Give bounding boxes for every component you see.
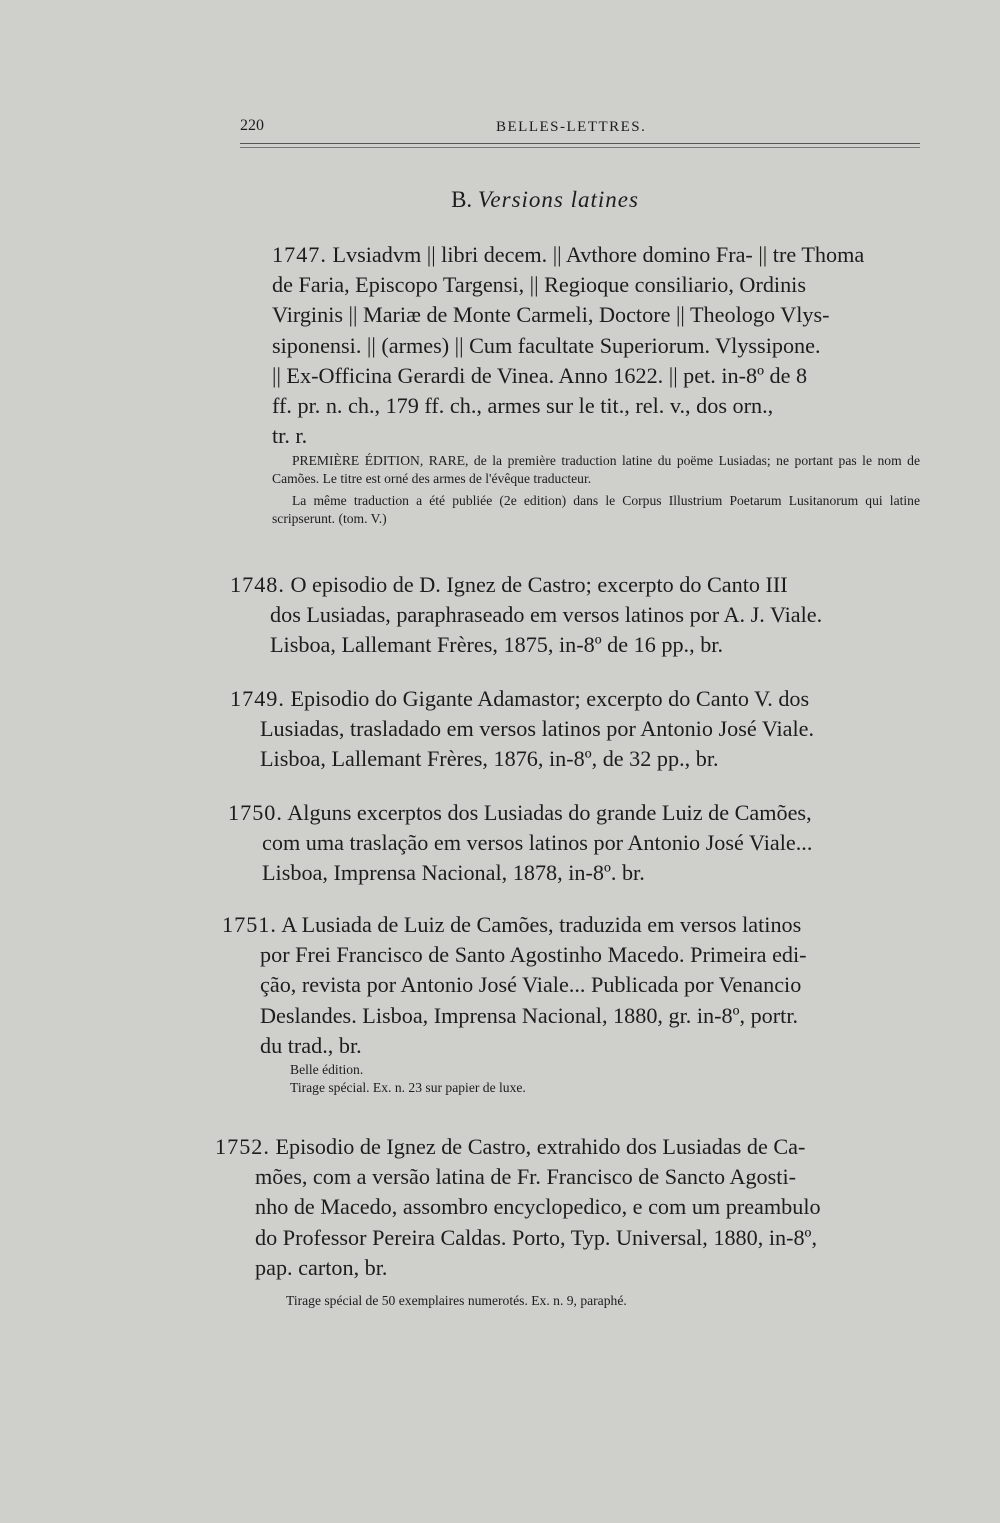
note-line: Belle édition. xyxy=(290,1062,364,1077)
entry-line: ff. pr. n. ch., 179 ff. ch., armes sur le tit., rel. v., dos orn., xyxy=(272,393,774,419)
entry-line: dos Lusiadas, paraphraseado em versos latinos por A. J. Viale. xyxy=(270,602,823,628)
entry-line: com uma traslação em versos latinos por Antonio José Viale... xyxy=(262,830,813,856)
entry-1751 xyxy=(222,910,912,1061)
entry-number: 1751. xyxy=(222,912,277,937)
entry-number: 1749. xyxy=(230,686,285,711)
entry-1749 xyxy=(230,684,910,775)
entry-line: Deslandes. Lisboa, Imprensa Nacional, 1880, gr. in-8º, portr. xyxy=(260,1002,799,1028)
entry-line: du trad., br. xyxy=(260,1032,362,1058)
entry-number: 1748. xyxy=(230,572,285,597)
entry-line: nho de Macedo, assombro encyclopedico, e com um preambulo xyxy=(255,1194,821,1220)
entry-line: 1748. O episodio de D. Ignez de Castro; excerpto do Canto III xyxy=(230,572,788,597)
section-letter: B. xyxy=(451,187,473,212)
entry-number: 1750. xyxy=(228,800,283,825)
entry-line: por Frei Francisco de Santo Agostinho Macedo. Primeira edi- xyxy=(260,942,807,968)
entry-line: 1749. Episodio do Gigante Adamastor; excerpto do Canto V. dos xyxy=(230,686,810,711)
entry-line: 1750. Alguns excerptos dos Lusiadas do grande Luiz de Camões, xyxy=(228,800,812,825)
note-paragraph: PREMIÈRE ÉDITION, RARE, de la première traduction latine du poëme Lusiadas; ne portant pas le nom de Camões. Le titre est orné des armes de l'évêque traducteur. xyxy=(272,453,920,486)
note-line: Tirage spécial de 50 exemplaires numerotés. Ex. n. 9, paraphé. xyxy=(286,1293,627,1308)
section-title: Versions latines xyxy=(477,187,639,212)
note-line: Tirage spécial. Ex. n. 23 sur papier de luxe. xyxy=(290,1080,526,1095)
entry-line: ção, revista por Antonio José Viale... Publicada por Venancio xyxy=(260,972,802,998)
entry-line: de Faria, Episcopo Targensi, || Regioque consiliario, Ordinis xyxy=(272,272,806,298)
entry-line: Lisboa, Lallemant Frères, 1876, in-8º, de 32 pp., br. xyxy=(260,746,719,772)
entry-line: 1751. A Lusiada de Luiz de Camões, traduzida em versos latinos xyxy=(222,912,802,937)
running-head xyxy=(240,117,920,143)
entry-line: tr. r. xyxy=(272,423,308,449)
entry-line: || Ex-Officina Gerardi de Vinea. Anno 1622. || pet. in-8º de 8 xyxy=(272,362,808,388)
note-1752 xyxy=(286,1292,906,1310)
running-title: BELLES-LETTRES. xyxy=(496,119,647,135)
note-1751 xyxy=(290,1061,910,1097)
entry-line: Lisboa, Lallemant Frères, 1875, in-8º de 16 pp., br. xyxy=(270,632,724,658)
entry-line: Lusiadas, trasladado em versos latinos por Antonio José Viale. xyxy=(260,716,815,742)
entry-number: 1747. xyxy=(272,242,327,267)
note-1747 xyxy=(272,452,920,528)
note-paragraph: La même traduction a été publiée (2e edition) dans le Corpus Illustrium Poetarum Lusitanorum qui latine scripserunt. (tom. V.) xyxy=(272,493,920,526)
entry-number: 1752. xyxy=(215,1134,270,1159)
entry-1750 xyxy=(228,798,908,889)
section-heading xyxy=(0,187,1000,213)
entry-1752 xyxy=(215,1132,905,1283)
entry-line: Lisboa, Imprensa Nacional, 1878, in-8º. br. xyxy=(262,860,645,886)
entry-line: 1752. Episodio de Ignez de Castro, extrahido dos Lusiadas de Ca- xyxy=(215,1134,806,1159)
entry-1748 xyxy=(230,570,910,661)
entry-1747 xyxy=(240,240,920,451)
header-rule xyxy=(240,143,920,144)
page-number: 220 xyxy=(240,117,264,134)
entry-line: 1747. Lvsiadvm || libri decem. || Avthore domino Fra- || tre Thoma xyxy=(272,242,865,267)
entry-line: siponensi. || (armes) || Cum facultate Superiorum. Vlyssipone. xyxy=(272,332,821,358)
header-rule-thin xyxy=(240,147,920,148)
entry-line: pap. carton, br. xyxy=(255,1254,388,1280)
entry-line: do Professor Pereira Caldas. Porto, Typ. Universal, 1880, in-8º, xyxy=(255,1224,817,1250)
entry-line: mões, com a versão latina de Fr. Francisco de Sancto Agosti- xyxy=(255,1164,797,1190)
entry-line: Virginis || Mariæ de Monte Carmeli, Doctore || Theologo Vlys- xyxy=(272,302,830,328)
